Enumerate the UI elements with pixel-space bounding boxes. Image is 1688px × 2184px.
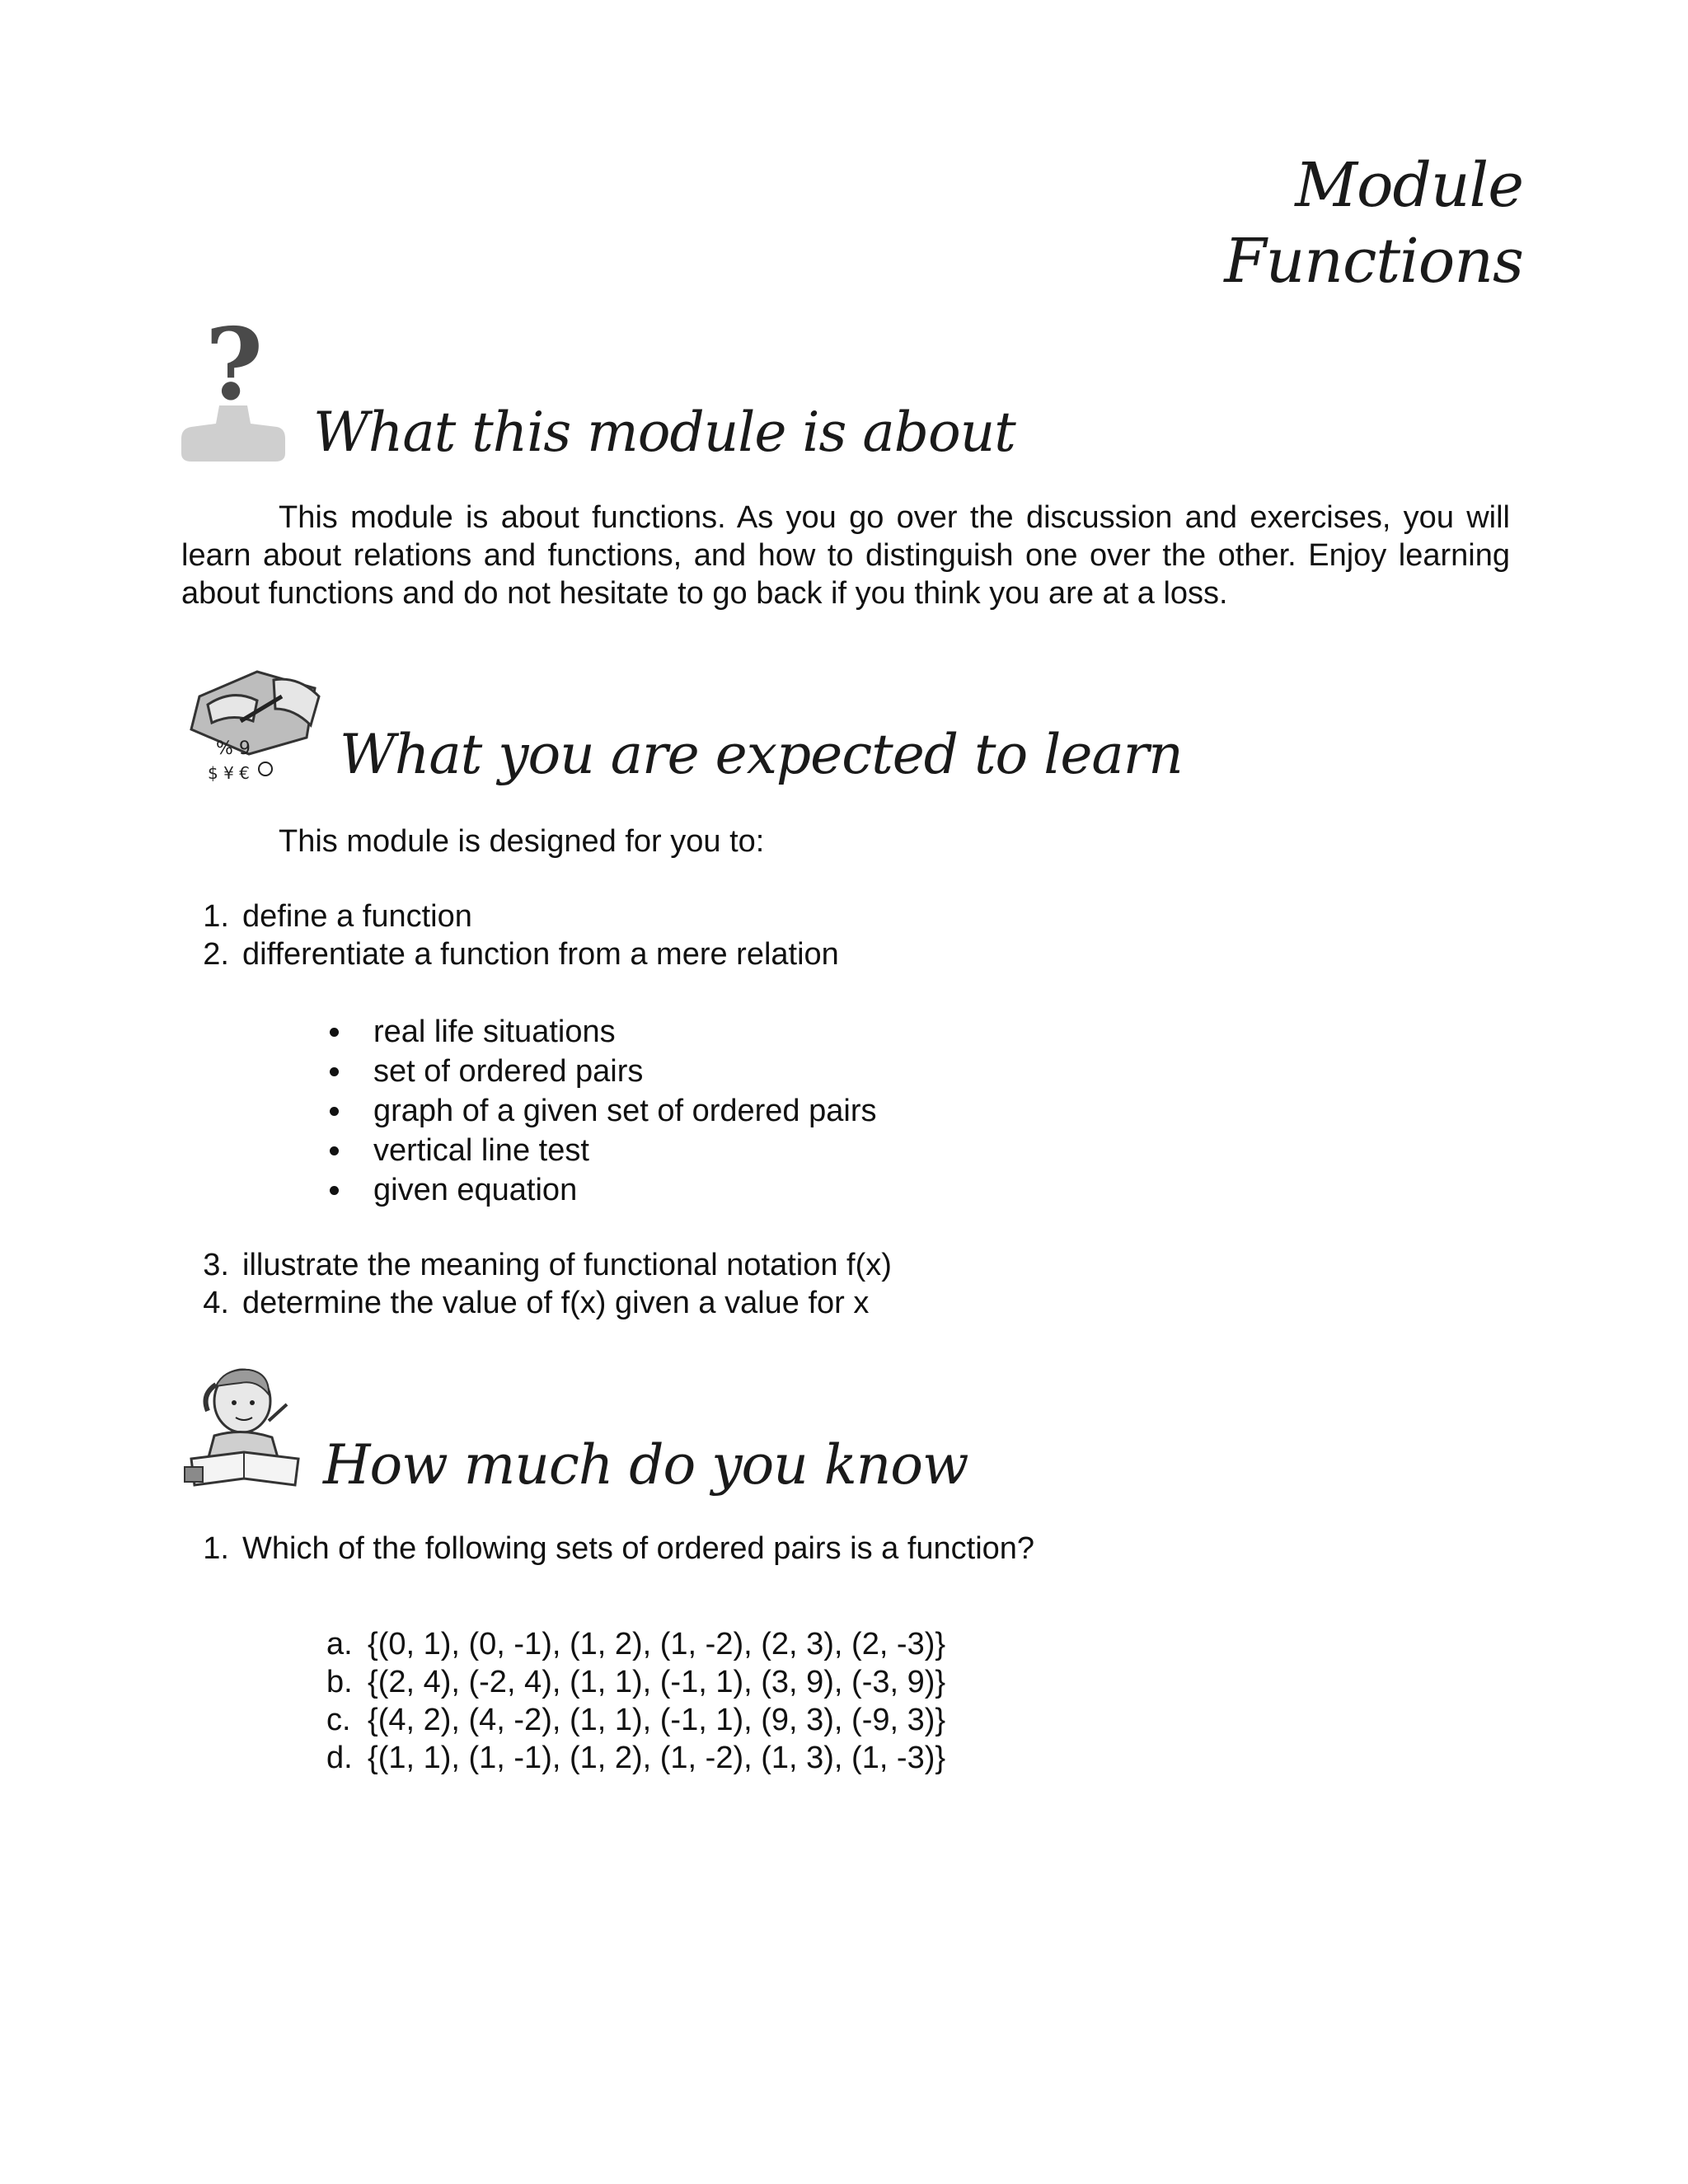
option-letter: b. [326,1665,353,1699]
option-text: {(2, 4), (-2, 4), (1, 1), (-1, 1), (3, 9), (-3, 9)} [368,1665,946,1699]
list-item-number: 4. [203,1286,229,1320]
option-text: {(0, 1), (0, -1), (1, 2), (1, -2), (2, 3), (2, -3)} [368,1627,946,1661]
bullet-icon [330,1146,339,1155]
list-item-number: 3. [203,1248,229,1282]
bullet-text: set of ordered pairs [373,1054,644,1089]
option-text: {(1, 1), (1, -1), (1, 2), (1, -2), (1, 3), (1, -3)} [368,1741,946,1775]
list-item-number: 1. [203,899,229,934]
bullet-icon [330,1067,339,1076]
module-title-line1: Module [1295,150,1523,221]
question-number: 1. [203,1531,229,1566]
student-thinking-icon [183,1361,307,1493]
expected-intro: This module is designed for you to: [279,824,765,859]
section-heading-know: How much do you know [323,1433,968,1497]
about-paragraph: This module is about functions. As you go over the discussion and exercises, you will learn about relations and functions, and how to distinguish one over the other. Enjoy learning about functions and do not hesitate to go back if you think you are at a loss. [181,500,1510,611]
option-letter: c. [326,1703,351,1737]
svg-text:?: ? [204,307,264,423]
hands-math-symbols-icon [183,663,340,791]
option-text: {(4, 2), (4, -2), (1, 1), (-1, 1), (9, 3), (-9, 3)} [368,1703,946,1737]
list-item-text: define a function [242,899,472,934]
bullet-icon [330,1186,339,1195]
module-title-line2: Functions [1224,226,1523,297]
list-item-text: determine the value of f(x) given a value for x [242,1286,870,1320]
bullet-icon [330,1028,339,1037]
bullet-text: graph of a given set of ordered pairs [373,1094,877,1128]
bullet-text: real life situations [373,1015,616,1049]
question-mark-icon [180,307,287,466]
svg-text:$ ¥ €: $ ¥ € [208,763,250,783]
section-heading-about: What this module is about [313,401,1015,464]
svg-text:% 9: % 9 [216,738,251,759]
section-heading-expected: What you are expected to learn [340,723,1183,786]
bullet-icon [330,1107,339,1116]
list-item-text: differentiate a function from a mere relation [242,937,839,972]
list-item-text: illustrate the meaning of functional notation f(x) [242,1248,892,1282]
option-letter: a. [326,1627,353,1661]
question-text: Which of the following sets of ordered pairs is a function? [242,1531,1035,1566]
bullet-text: vertical line test [373,1133,589,1168]
bullet-text: given equation [373,1173,578,1207]
option-letter: d. [326,1741,353,1775]
list-item-number: 2. [203,937,229,972]
